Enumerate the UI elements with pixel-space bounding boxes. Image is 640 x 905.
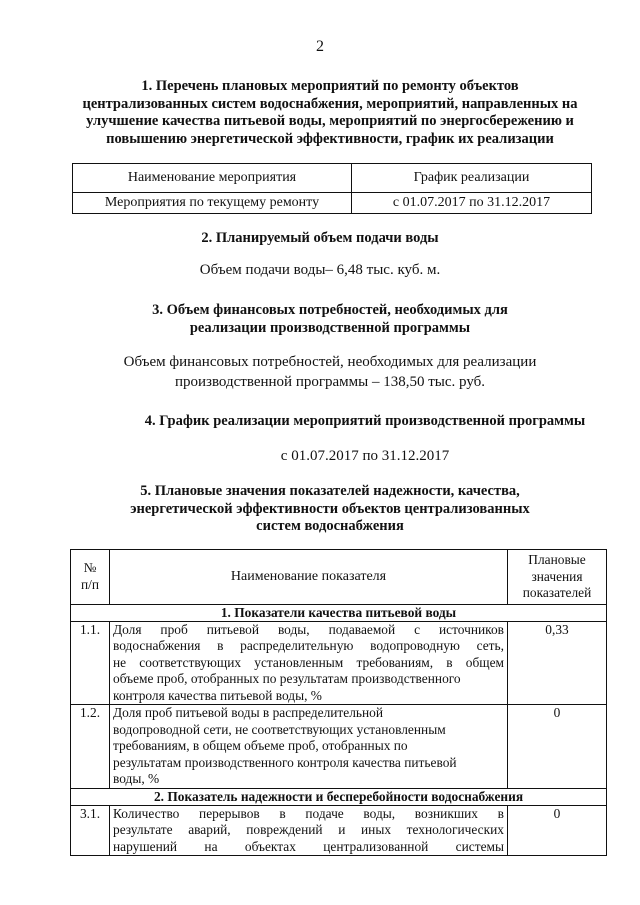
row-description (110, 705, 508, 789)
section3-title-line: реализации производственной программы (189, 319, 471, 336)
section3-title (60, 302, 600, 337)
row-line: не соответствующих установленным требованиям, в общем (113, 654, 504, 670)
header-num (71, 550, 110, 605)
row-line: Доля проб питьевой воды в распределительной (113, 705, 384, 720)
row-line: Количество перерывов в подаче воды, возникших в (113, 805, 504, 821)
header-value-line: Плановые (528, 552, 586, 567)
header-value-line: показателей (522, 585, 592, 600)
section4-title: 4. График реализации мероприятий производственной программы (144, 413, 586, 429)
section2-title: 2. Планируемый объем подачи воды (201, 230, 439, 246)
row-num: 1.1. (71, 621, 110, 705)
group-title: 2. Показатель надежности и бесперебойности водоснабжения (71, 788, 607, 805)
table-row (71, 705, 607, 789)
row-line: водоснабжения в распределительную водопроводную сеть, (113, 638, 504, 653)
table-row (71, 805, 607, 856)
row-description (110, 805, 508, 856)
schedule-cell: с 01.07.2017 по 31.12.2017 (352, 193, 592, 214)
row-line: водопроводной сети, не соответствующих установленным (113, 721, 446, 737)
row-line: нарушений на объектах централизованной системы (113, 838, 504, 854)
row-num: 3.1. (71, 805, 110, 856)
indicators-table (70, 549, 607, 856)
section5-title-line: энергетической эффективности объектов централизованных (130, 500, 530, 517)
section3-text (60, 352, 600, 392)
row-value: 0 (508, 805, 607, 856)
header-value-line: значения (531, 568, 583, 584)
activity-cell: Мероприятия по текущему ремонту (73, 193, 352, 214)
row-line: контроля качества питьевой воды, % (113, 687, 322, 703)
row-line: результате аварий, повреждений и иных технологических (113, 822, 504, 837)
section1-title-line: централизованных систем водоснабжения, мероприятий, направленных на (82, 95, 578, 112)
header-schedule: График реализации (352, 164, 592, 193)
section1-title (70, 78, 590, 148)
header-activity-name: Наименование мероприятия (73, 164, 352, 193)
group-row (71, 788, 607, 805)
header-num-line: п/п (80, 576, 100, 592)
section5-title-line: систем водоснабжения (256, 518, 404, 534)
row-description (110, 621, 508, 705)
page-number: 2 (316, 38, 324, 55)
section3-text-line: производственной программы – 138,50 тыс. руб. (174, 374, 486, 390)
row-line: объеме проб, отобранных по результатам производственного (113, 671, 461, 686)
header-indicator-name: Наименование показателя (110, 550, 508, 605)
section4-text: с 01.07.2017 по 31.12.2017 (280, 448, 450, 464)
header-planned-values (508, 550, 607, 605)
table-row (73, 193, 592, 214)
table-row (71, 621, 607, 705)
row-line: результатам производственного контроля качества питьевой (113, 754, 457, 770)
row-line: Доля проб питьевой воды, подаваемой с источников (113, 621, 504, 637)
section3-text-line: Объем финансовых потребностей, необходимых для реализации (123, 354, 537, 370)
row-line: требованиям, в общем объеме проб, отобранных по (113, 738, 408, 753)
section5-title (60, 483, 600, 536)
section2-text: Объем подачи воды– 6,48 тыс. куб. м. (199, 262, 441, 278)
table-header-row (71, 550, 607, 605)
table-header-row (73, 164, 592, 193)
row-num: 1.2. (71, 705, 110, 789)
section5-title-line: 5. Плановые значения показателей надежности, качества, (140, 483, 520, 499)
group-title: 1. Показатели качества питьевой воды (71, 604, 607, 621)
header-num-line: № (83, 560, 97, 576)
row-line: воды, % (113, 771, 160, 786)
activities-table (72, 163, 592, 214)
row-value: 0 (508, 705, 607, 789)
section1-title-line: повышению энергетической эффективности, график их реализации (106, 130, 554, 147)
group-row (71, 604, 607, 621)
section1-title-line: улучшение качества питьевой воды, мероприятий по энергосбережению и (86, 113, 574, 129)
section3-title-line: 3. Объем финансовых потребностей, необходимых для (152, 302, 508, 318)
row-value: 0,33 (508, 621, 607, 705)
section1-title-line: 1. Перечень плановых мероприятий по ремонту объектов (141, 78, 519, 94)
